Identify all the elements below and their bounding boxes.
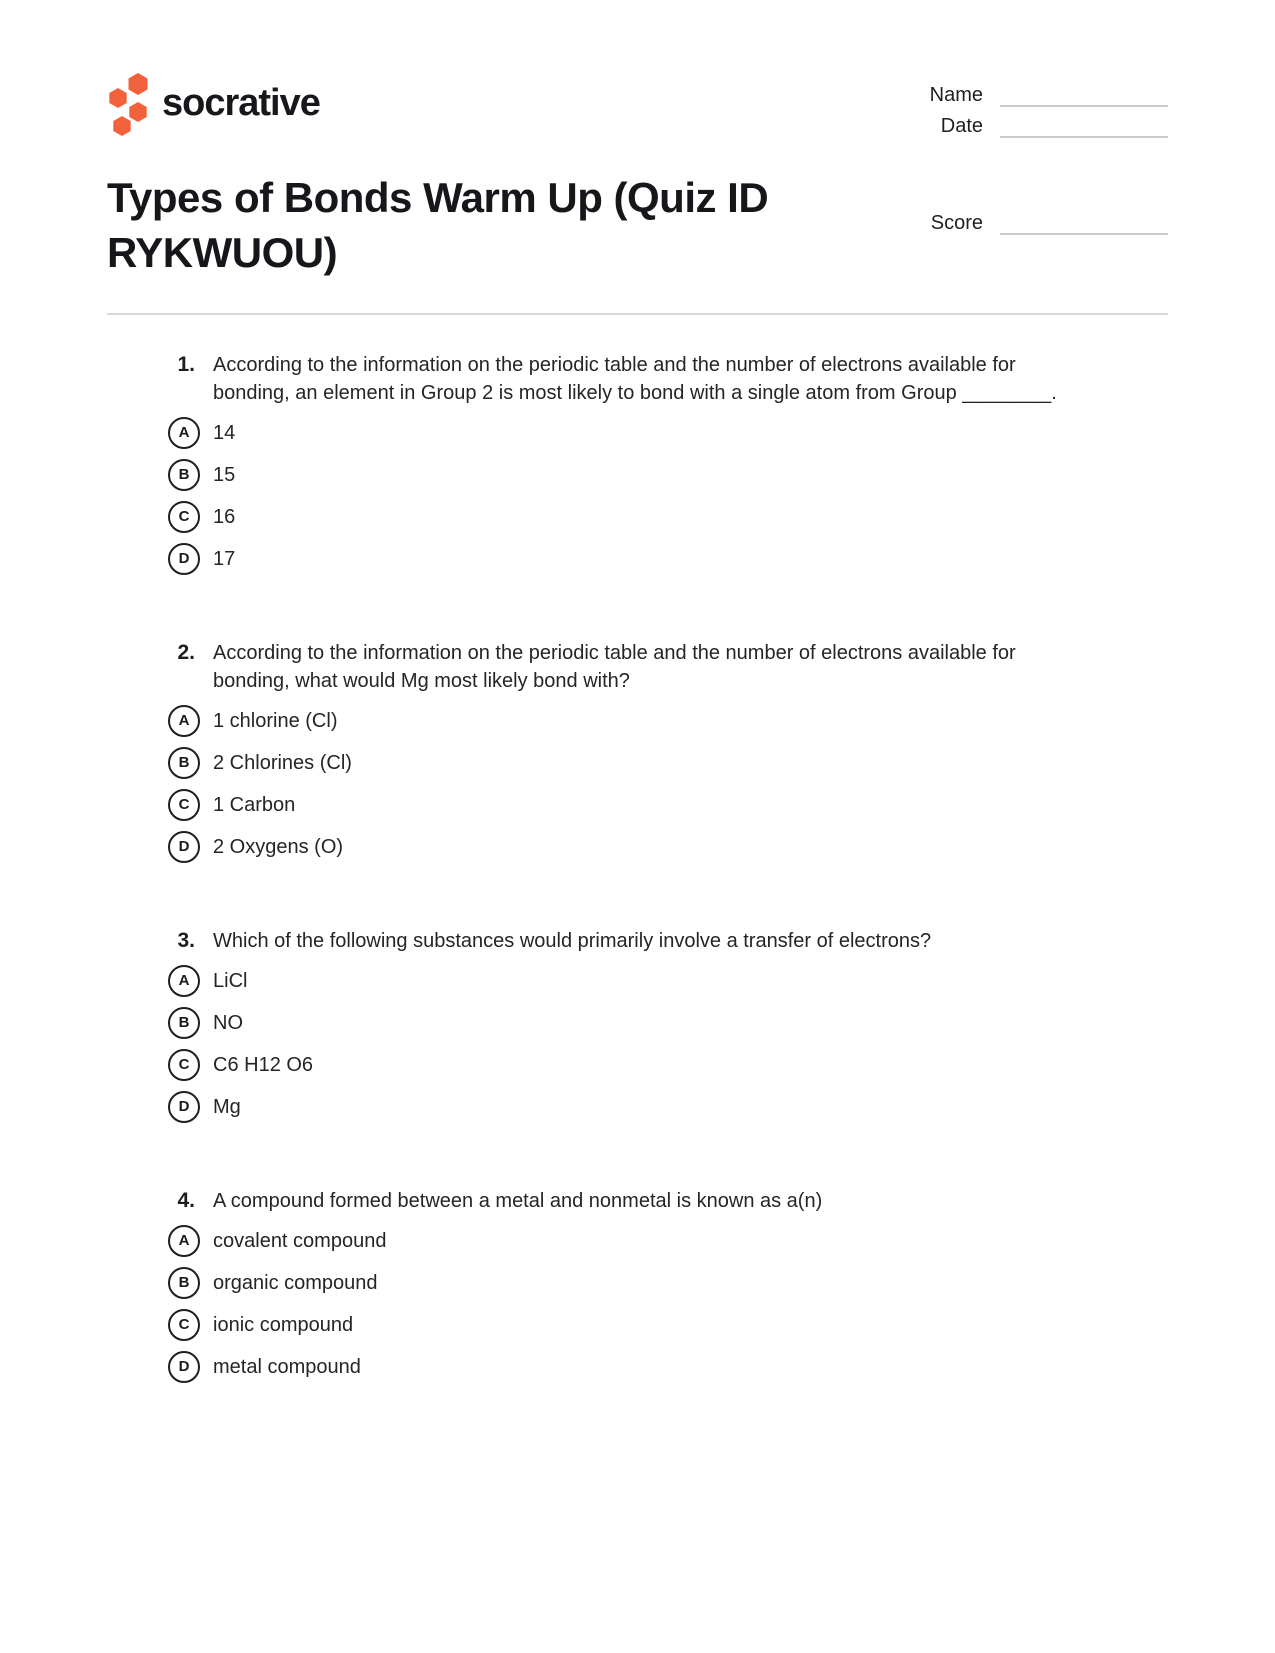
answer-bubble[interactable]: C [168, 1309, 200, 1341]
question-2-head [107, 639, 1168, 695]
name-blank-line[interactable] [1000, 84, 1168, 107]
header-divider [107, 313, 1168, 315]
score-field [900, 212, 1168, 243]
answer-bubble[interactable]: D [168, 543, 200, 575]
option-text: C6 H12 O6 [213, 1053, 314, 1076]
option-text: Mg [213, 1095, 241, 1118]
question-number: 3. [177, 928, 195, 952]
question-4-option-d[interactable] [168, 1351, 1168, 1383]
question-text: A compound formed between a metal and nonmetal is known as a(n) [213, 1189, 823, 1212]
option-text: 1 Carbon [213, 793, 296, 816]
question-2 [107, 639, 1168, 863]
question-number: 4. [177, 1188, 195, 1212]
date-label: Date [940, 115, 983, 137]
answer-bubble[interactable]: D [168, 831, 200, 863]
question-4-option-c[interactable] [168, 1309, 1168, 1341]
page-title: Types of Bonds Warm Up (Quiz ID RYKWUOU) [107, 174, 769, 277]
option-text: 2 Oxygens (O) [213, 835, 344, 858]
option-text: covalent compound [213, 1229, 387, 1252]
question-text: Which of the following substances would primarily involve a transfer of electrons? [213, 929, 932, 952]
answer-bubble[interactable]: B [168, 1267, 200, 1299]
answer-bubble[interactable]: A [168, 417, 200, 449]
answer-bubble[interactable]: C [168, 1049, 200, 1081]
student-fields [900, 84, 1168, 146]
question-1-option-c[interactable] [168, 501, 1168, 533]
answer-bubble[interactable]: B [168, 747, 200, 779]
question-2-option-d[interactable] [168, 831, 1168, 863]
answer-bubble[interactable]: D [168, 1091, 200, 1123]
score-blank-line[interactable] [1000, 212, 1168, 235]
score-field-row [900, 212, 1168, 235]
question-4-option-b[interactable] [168, 1267, 1168, 1299]
answer-bubble[interactable]: B [168, 459, 200, 491]
answer-bubble[interactable]: A [168, 1225, 200, 1257]
option-text: 16 [213, 505, 236, 528]
option-text: LiCl [213, 969, 248, 992]
option-text: ionic compound [213, 1313, 354, 1336]
answer-bubble[interactable]: C [168, 501, 200, 533]
date-blank-line[interactable] [1000, 115, 1168, 138]
question-2-option-c[interactable] [168, 789, 1168, 821]
hexagon-cluster-icon [107, 72, 149, 138]
option-text: metal compound [213, 1355, 361, 1378]
option-text: 17 [213, 547, 236, 570]
question-1-option-d[interactable] [168, 543, 1168, 575]
question-number: 1. [177, 352, 195, 376]
question-4-option-a[interactable] [168, 1225, 1168, 1257]
question-1-option-b[interactable] [168, 459, 1168, 491]
option-text: NO [213, 1011, 243, 1034]
answer-bubble[interactable]: A [168, 705, 200, 737]
question-text: According to the information on the periodic table and the number of electrons available for bonding, what would Mg most likely bond with? [213, 641, 1016, 692]
question-3-option-c[interactable] [168, 1049, 1168, 1081]
question-2-option-a[interactable] [168, 705, 1168, 737]
answer-bubble[interactable]: A [168, 965, 200, 997]
question-2-option-b[interactable] [168, 747, 1168, 779]
question-1 [107, 351, 1168, 575]
option-text: 15 [213, 463, 236, 486]
question-1-head [107, 351, 1168, 407]
answer-bubble[interactable]: C [168, 789, 200, 821]
question-number: 2. [177, 640, 195, 664]
score-label: Score [930, 212, 983, 234]
question-text: According to the information on the periodic table and the number of electrons available for bonding, an element in Group 2 is most likely to bond with a single atom from Group ________. [213, 353, 1057, 404]
answer-bubble[interactable]: D [168, 1351, 200, 1383]
name-label: Name [929, 84, 983, 106]
option-text: 2 Chlorines (Cl) [213, 751, 352, 774]
brand-wordmark: socrative [162, 82, 320, 124]
socrative-logo [107, 72, 320, 138]
option-text: 14 [213, 421, 236, 444]
question-list [107, 351, 1168, 1383]
question-3-option-d[interactable] [168, 1091, 1168, 1123]
question-1-option-a[interactable] [168, 417, 1168, 449]
title-row [107, 170, 1168, 281]
page-header [107, 72, 1168, 146]
question-4-head [107, 1187, 1168, 1215]
date-field-row [900, 115, 1168, 138]
question-3-option-b[interactable] [168, 1007, 1168, 1039]
name-field-row [900, 84, 1168, 107]
question-3-option-a[interactable] [168, 965, 1168, 997]
question-4 [107, 1187, 1168, 1383]
option-text: 1 chlorine (Cl) [213, 709, 338, 732]
option-text: organic compound [213, 1271, 378, 1294]
question-3 [107, 927, 1168, 1123]
question-3-head [107, 927, 1168, 955]
answer-bubble[interactable]: B [168, 1007, 200, 1039]
